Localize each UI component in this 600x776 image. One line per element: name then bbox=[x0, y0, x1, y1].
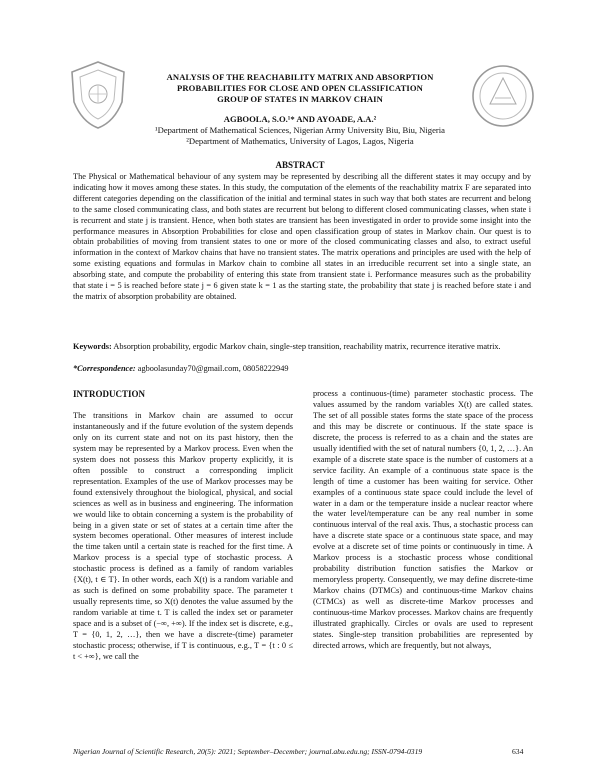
abstract-text: The Physical or Mathematical behaviour of any system may be represented by describing all the different states it may occupy and by indicating how it moves among these states. In this study, the computation of the elements of the reachability matrix F are separated into different categories depending on the classification of the initial and terminal states in such way that both states are recurrent and belong to the same closed communicating class, and both states are recurrent but belong to different closed communicating classes, when state i is recurrent and state j is transient. Hence, when both states are transient has been investigated in order to provide some insight into the performance measures in Absorption Probabilities for close and open classification group of states in Markov chain. Our quest is to obtain probabilities of moving from transient states to one or more of the closed communicating classes and also, to extract useful information in the context of Markov chains that have no transient states. The matrix operations and principles are used with the help of some existing equations and formulas in Markov chain to combine all states in an irreducible recurrent set into a single state, an absorbing state, and compute the probability of entering this state from transient state i. Performance measures such as the probability that state i = 5 is reached before state j = 6 given state k = 1 as the starting state, the probability that state j is reached before state i and the matrix of absorption probability are obtained. bbox=[73, 172, 531, 301]
paper-title bbox=[120, 72, 480, 105]
intro-right-column bbox=[313, 389, 533, 652]
keywords-label: Keywords: bbox=[73, 342, 112, 351]
title-line-2: PROBABILITIES FOR CLOSE AND OPEN CLASSIFICATION bbox=[177, 83, 423, 93]
intro-left-text: The transitions in Markov chain are assumed to occur instantaneously and if the future evolution of the system depends only on its current state and not on its past history, then the system may be represented by a Markov process. Even when the system does not possess this Markov property explicitly, it is often possible to construct a corresponding implicit representation. Examples of the use of Markov processes may be found extensively throughout the biological, physical, and social sciences as well as in business and engineering. The information we would like to obtain concerning a system is the probability of being in a given state or set of states at a certain time after the system becomes operational. Other measures of interest include the time taken until a certain state is reached for the first time. A Markov process is a special type of stochastic process. A stochastic process is defined as a family of random variables {X(t), t ∈ T}. In other words, each X(t) is a random variable and as such is defined on some probability space. The parameter t usually represents time, so X(t) denotes the value assumed by the random variable at time t. T is called the index set or parameter space and is a subset of (−∞, +∞). If the index set is discrete, e.g., T = {0, 1, 2, …}, then we have a discrete-(time) parameter stochastic process; otherwise, if T is continuous, e.g., T = {t : 0 ≤ t < +∞}, we call the bbox=[73, 411, 293, 661]
author-block bbox=[70, 114, 530, 147]
keywords bbox=[73, 342, 531, 353]
intro-right-text: process a continuous-(time) parameter stochastic process. The values assumed by the random variables X(t) are called states. The set of all possible states forms the state space of the process and this may be discrete or continuous. If the state space is discrete, the process is referred to as a chain and the states are usually identified with the set of natural numbers {0, 1, 2, …}. An example of a discrete state space is the number of customers at a service facility. An example of a continuous state space is the length of time a customer has been waiting for service. Other examples of a continuous state space could include the level of water in a dam or the temperature inside a nuclear reactor where the water level/temperature can be any real number in some continuous interval of the real axis. Thus, a stochastic process can have a discrete state space or a continuous state space, and may evolve at a discrete set of time points or continuously in time. A Markov process is a stochastic process whose conditional probability distribution function satisfies the Markov or memoryless property. Consequently, we may define discrete-time Markov chains (DTMCs) and continuous-time Markov chains (CTMCs) as well as discrete-time Markov processes and continuous-time Markov processes. Markov chains are frequently illustrated graphically. Circles or ovals are used to represent states. Single-step transition probabilities are represented by directed arrows, which are frequently, but not always, bbox=[313, 389, 533, 650]
abstract-heading: ABSTRACT bbox=[275, 160, 325, 170]
title-line-1: ANALYSIS OF THE REACHABILITY MATRIX AND ABSORPTION bbox=[166, 72, 434, 82]
title-line-3: GROUP OF STATES IN MARKOV CHAIN bbox=[217, 94, 383, 104]
affiliation-1: ¹Department of Mathematical Sciences, Nigerian Army University Biu, Biu, Nigeria bbox=[155, 125, 445, 135]
introduction-heading: INTRODUCTION bbox=[73, 389, 146, 399]
author-names: AGBOOLA, S.O.¹* AND AYOADE, A.A.² bbox=[223, 114, 377, 124]
page-number: 634 bbox=[512, 747, 524, 756]
correspondence bbox=[73, 364, 531, 375]
correspondence-text: agboolasunday70@gmail.com, 08058222949 bbox=[135, 364, 289, 373]
intro-left-column bbox=[73, 411, 293, 663]
keywords-text: Absorption probability, ergodic Markov chain, single-step transition, reachability matrix, recurrence iterative matrix. bbox=[111, 342, 501, 351]
affiliation-2: ²Department of Mathematics, University of Lagos, Lagos, Nigeria bbox=[186, 136, 414, 146]
correspondence-label: *Correspondence: bbox=[73, 364, 136, 373]
journal-footer: Nigerian Journal of Scientific Research, 20(5): 2021; September–December; journal.abu.edu.ng; ISSN-0794-0319 bbox=[73, 747, 423, 756]
